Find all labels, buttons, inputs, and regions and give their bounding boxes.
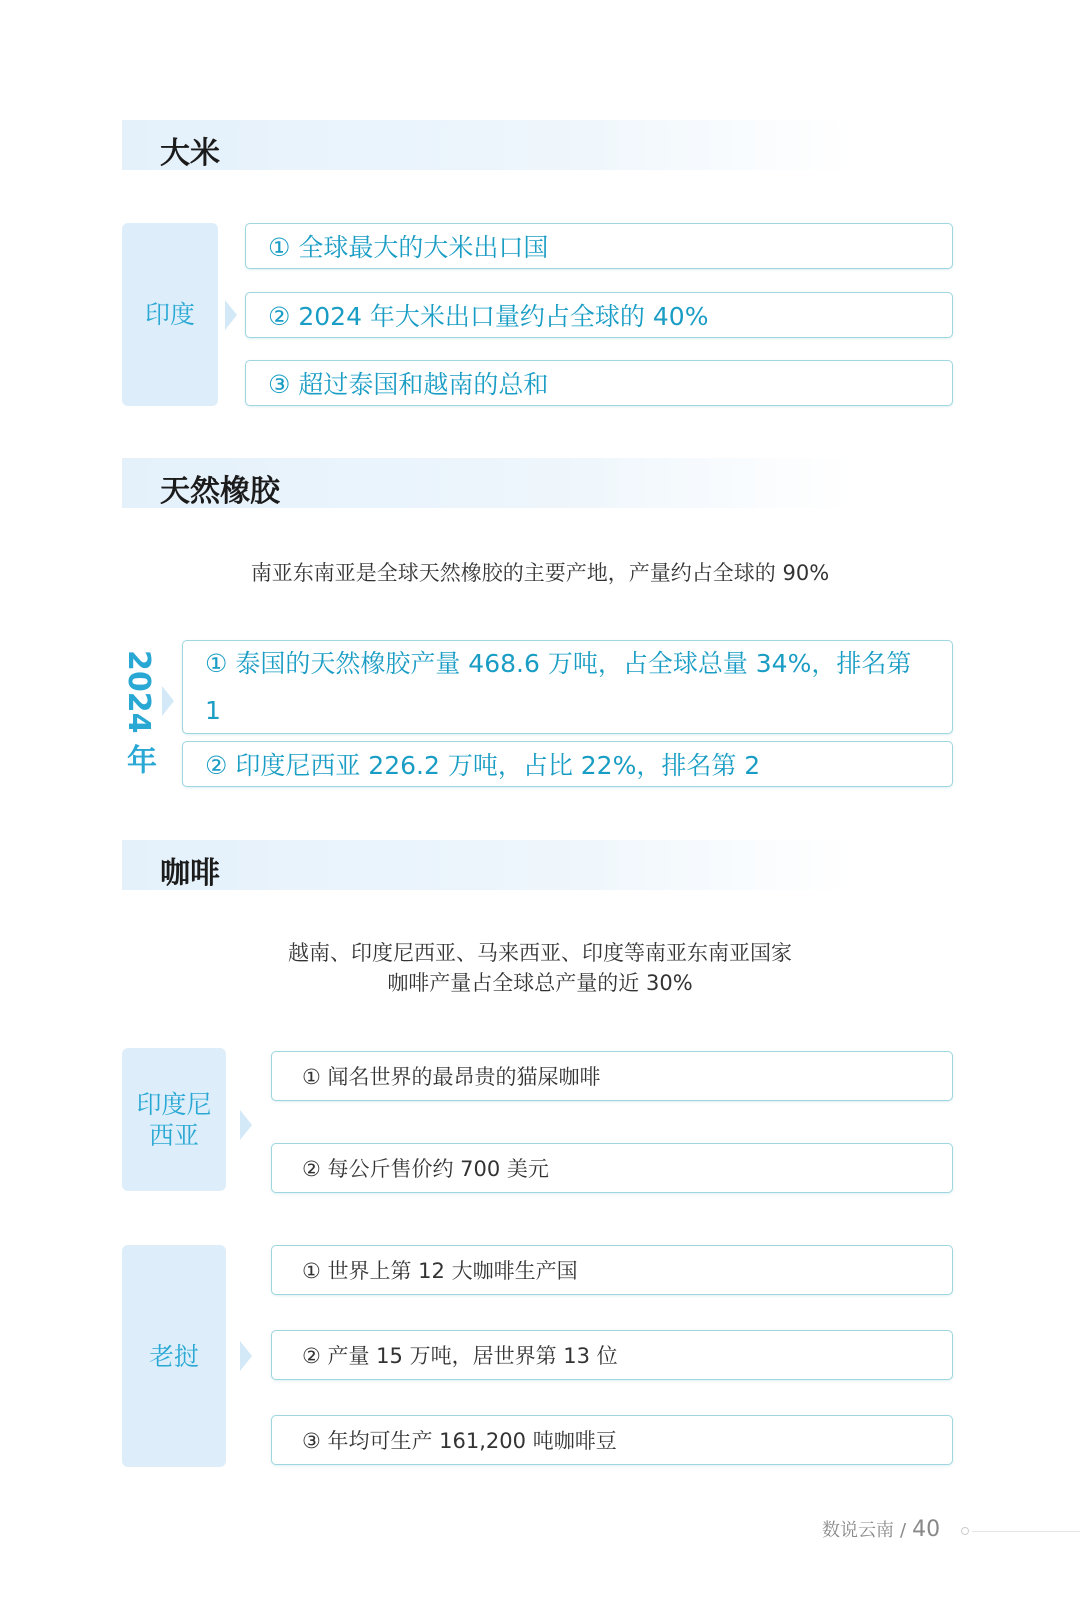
fact-box: ① 闻名世界的最昂贵的猫屎咖啡 (271, 1051, 953, 1101)
page-number: 40 (912, 1517, 941, 1542)
coffee-intro-line1: 越南、印度尼西亚、马来西亚、印度等南亚东南亚国家 (288, 941, 792, 965)
dot-icon (961, 1527, 969, 1535)
footer-separator: / (900, 1520, 907, 1541)
section-title: 咖啡 (160, 856, 220, 891)
section-title: 天然橡胶 (160, 474, 280, 509)
footer (822, 1516, 940, 1542)
fact-box: ② 每公斤售价约 700 美元 (271, 1143, 953, 1193)
fact-box: ② 2024 年大米出口量约占全球的 40% (245, 292, 953, 338)
country-label-india: 印度 (122, 223, 218, 406)
arrow-icon (225, 300, 237, 330)
arrow-icon (240, 1110, 252, 1140)
country-label-laos: 老挝 (122, 1245, 226, 1467)
fact-box: ① 泰国的天然橡胶产量 468.6 万吨，占全球总量 34%，排名第 1 (182, 640, 953, 734)
arrow-icon (162, 686, 174, 716)
rubber-intro: 南亚东南亚是全球天然橡胶的主要产地，产量约占全球的 90% (250, 561, 830, 585)
fact-box: ① 世界上第 12 大咖啡生产国 (271, 1245, 953, 1295)
year-label: 2024 年 (121, 650, 156, 774)
country-label-indonesia: 印度尼西亚 (122, 1048, 226, 1191)
section-title: 大米 (160, 136, 220, 171)
fact-box: ② 印度尼西亚 226.2 万吨，占比 22%，排名第 2 (182, 741, 953, 787)
fact-box: ③ 超过泰国和越南的总和 (245, 360, 953, 406)
fact-box: ① 全球最大的大米出口国 (245, 223, 953, 269)
arrow-icon (240, 1341, 252, 1371)
footer-divider (972, 1531, 1080, 1532)
section-header-rubber (122, 458, 852, 508)
footer-source: 数说云南 (822, 1520, 894, 1541)
section-header-rice (122, 120, 852, 170)
fact-box: ③ 年均可生产 161,200 吨咖啡豆 (271, 1415, 953, 1465)
coffee-intro-line2: 咖啡产量占全球总产量的近 30% (387, 971, 693, 995)
fact-box: ② 产量 15 万吨，居世界第 13 位 (271, 1330, 953, 1380)
section-header-coffee (122, 840, 852, 890)
